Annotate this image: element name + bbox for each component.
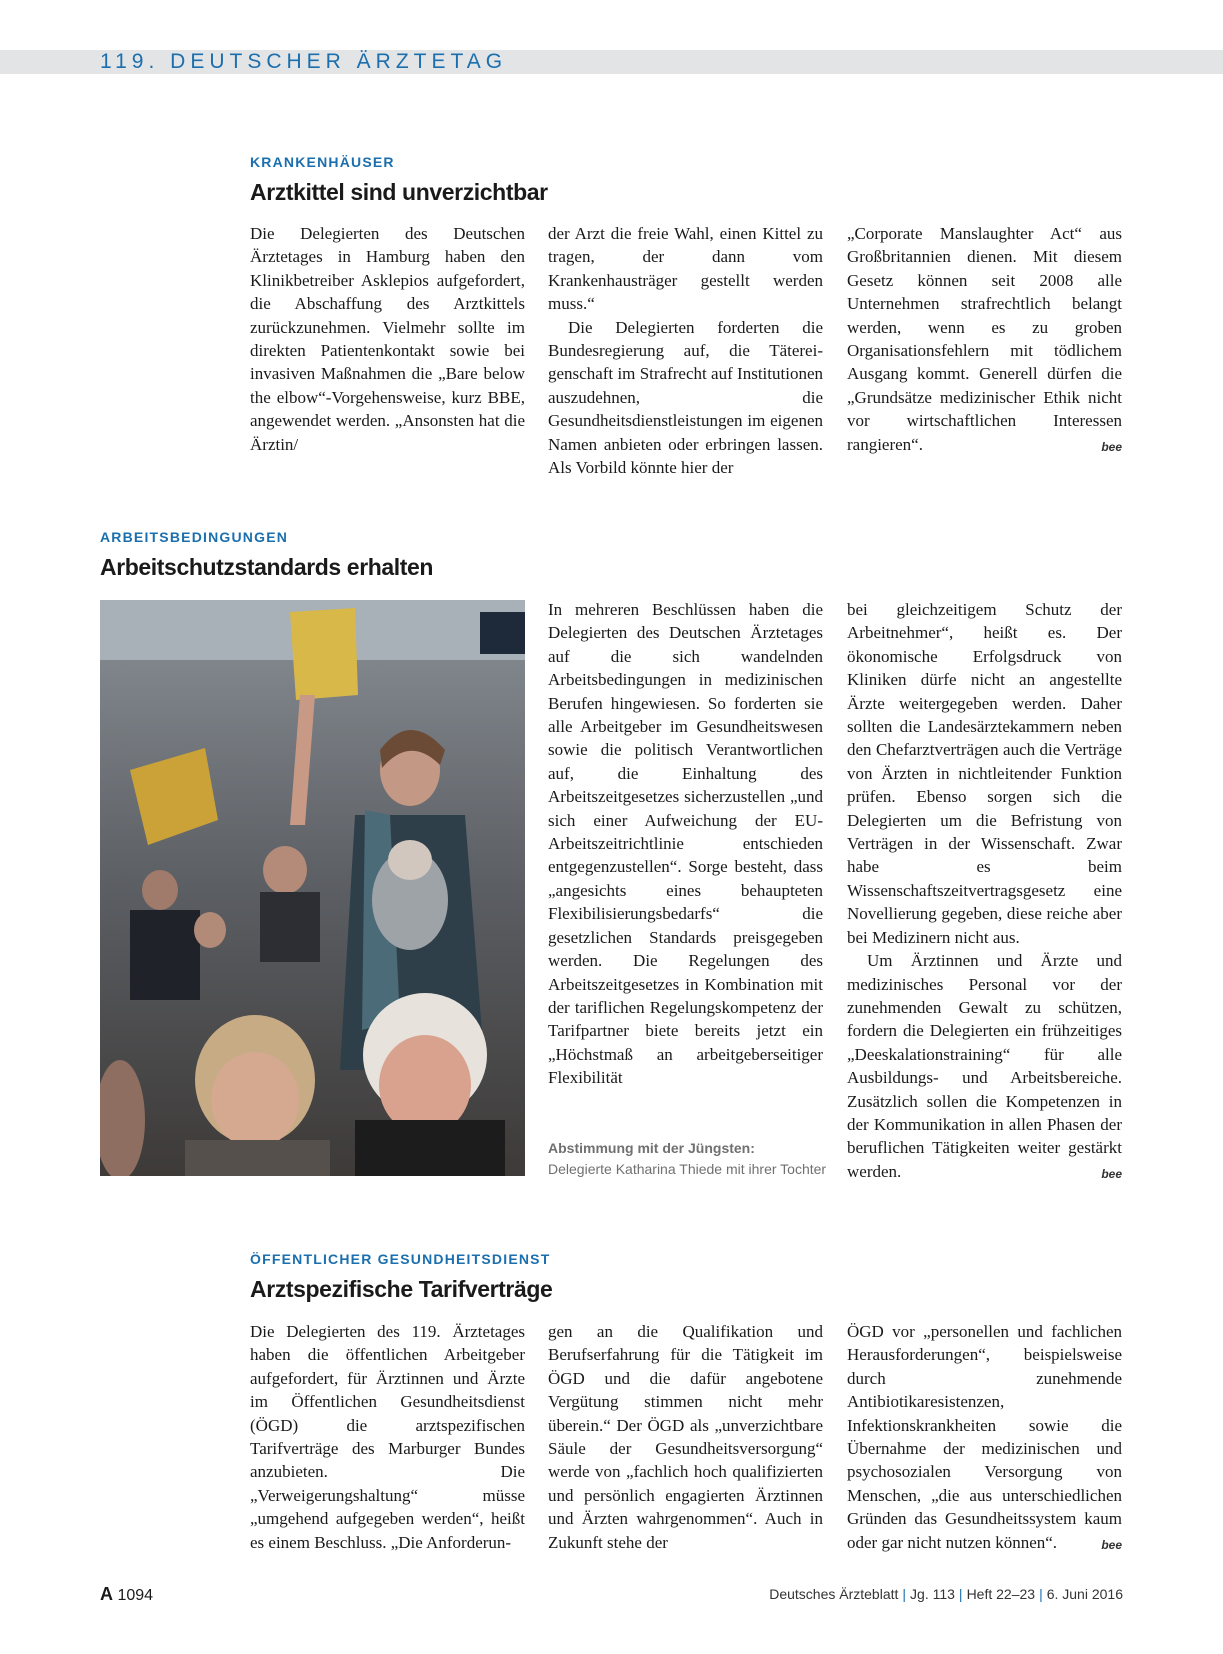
journal-issue: Heft 22–23 [966,1586,1036,1602]
article3-signature: bee [1101,1537,1122,1552]
article2-col2-text: In mehreren Beschlüssen haben die Delegierten des Deutschen Ärztetages auf die sich wandelnden Arbeitsbedingungen in medizinischen Berufen hingewiesen. So forderten sie alle Arbeitgeber im Gesundheitswesen sowie die politisch Verantwortlichen auf, die Einhaltung des Arbeitszeitgesetzes sicherzustellen „und sich einer Aufweichung der EU-Arbeitszeitrichtlinie entschieden entgegenzustellen“. Sorge besteht, dass „angesichts eines behaupteten Flexibilisierungsbedarfs“ die gesetzlichen Standards preisgegeben werden. Die Regelungen des Arbeitszeitgesetzes in Kombination mit der tariflichen Regelungskompetenz der Tarifpartner biete bereits jetzt ein „Höchstmaß an arbeitgeberseitiger Flexibilität [548,600,823,1088]
article1-headline: Arztkittel sind unverzichtbar [250,179,548,205]
article1-signature: bee [1101,439,1122,454]
article3-col3-text: ÖGD vor „personellen und fachlichen Herausforderungen“, beispielsweise durch zunehmende Antibiotikaresistenzen, Infektionskrankheiten sowie die Übernahme der medizinischen und psychosozialen Versorgung von Menschen, „die aus unterschiedlichen Gründen das Gesundheitssystem kaum oder gar nicht nutzen können“. [847,1322,1122,1552]
footer-citation: Deutsches Ärzteblatt | Jg. 113 | Heft 22–23 | 6. Juni 2016 [769,1586,1123,1602]
article1-col2-para2: Die Delegierten forderten die Bundesregierung auf, die Tätereigenschaft im Strafrecht auf Institutionen auszudehnen, die Gesundheitsdienstleistungen im eigenen Namen anbieten oder erbringen lassen. Als Vorbild könnte hier der [548,317,823,478]
article2-headline: Arbeitschutzstandards erhalten [100,554,434,580]
article1-col2-para1: der Arzt die freie Wahl, einen Kittel zu tragen, der dann vom Krankenhausträger gestellt werden muss.“ [548,224,823,314]
photo-caption-text: Delegierte Katharina Thiede mit ihrer Tochter [548,1161,827,1177]
article2-kicker: ARBEITSBEDINGUNGEN [100,529,289,545]
article3-col1-text: Die Delegierten des 119. Ärztetages haben die öffentlichen Arbeitgeber aufgefordert, für Ärztinnen und Ärzte im Öffentlichen Gesundheitsdienst (ÖGD) die arztspezifischen Tarifverträge des Marburger Bundes anzubieten. Die „Verweigerungshaltung“ müsse „umgehend aufgegeben werden“, heißt es einem Beschluss. „Die Anforderun- [250,1322,525,1552]
article2-col3-para1: bei gleichzeitigem Schutz der Arbeitnehmer“, heißt es. Der ökonomische Erfolgsdruck von Kliniken dürfe nicht an angestellte Ärzte weitergegeben werden. Daher sollten die Landesärztekammern neben den Chefarztverträgen auch die Verträge von Ärzten in nichtleitender Funktion prüfen. Ebenso sorgen sich die Delegierten um die Befristung von Verträgen in der Wissenschaft. Zwar habe es beim Wissenschaftszeitvertragsgesetz eine Novellierung gegeben, diese reiche aber bei Medizinern nicht aus. [847,600,1122,947]
section-title: 119. DEUTSCHER ÄRZTETAG [100,50,508,73]
journal-date: 6. Juni 2016 [1046,1586,1123,1602]
article1-column-2 [548,222,823,479]
delegates-photo [100,600,525,1176]
journal-volume: Jg. 113 [910,1586,955,1602]
article3-headline: Arztspezifische Tarifverträge [250,1276,553,1302]
photo-caption-title: Abstimmung mit der Jüngsten: [548,1140,755,1156]
article2-column-2 [548,598,823,1090]
article3-column-3 [847,1320,1122,1557]
article2-column-3 [847,598,1122,1186]
page-number [100,1584,153,1605]
page-number-value: 1094 [117,1587,154,1604]
article3-col2-text: gen an die Qualifikation und Berufserfahrung für die Tätigkeit im ÖGD und die dafür angebotene Vergütung stimmen nicht mehr überein.“ Der ÖGD als „unverzichtbare Säule der Gesundheitsversorgung“ werde von „fachlich hoch qualifizierten und persönlich engagierten Ärztinnen und Ärzten wahrgenommen“. Auch in Zukunft stehe der [548,1322,823,1552]
journal-name: Deutsches Ärzteblatt [769,1586,899,1602]
article1-column-1 [250,222,525,456]
article1-col1-text: Die Delegierten des Deutschen Ärztetages in Hamburg haben den Klinikbetreiber Asklepios aufgefordert, die Abschaffung des Arztkittels zurückzunehmen. Vielmehr sollte im direkten Patientenkontakt sowie bei invasiven Maßnahmen die „Bare below the elbow“-Vorgehensweise, kurz BBE, angewendet werden. „Ansonsten hat die Ärztin/ [250,224,525,454]
article3-column-1 [250,1320,525,1554]
article3-column-2 [548,1320,823,1554]
article1-kicker: KRANKENHÄUSER [250,154,395,170]
article1-col3-text: „Corporate Manslaughter Act“ aus Großbritannien dienen. Mit diesem Gesetz können seit 2008 alle Unternehmen strafrechtlich belangt werden, wenn es zu groben Organisationsfehlern mit tödlichem Ausgang kommt. Generell dürfen die „Grundsätze medizinischer Ethik nicht vor wirtschaftlichen Interessen rangieren“. [847,224,1122,454]
page-prefix: A [100,1584,113,1604]
article2-col3-para2: Um Ärztinnen und Ärzte und medizinisches Personal vor der zunehmenden Gewalt zu schützen, fordern die Delegierten ein frühzeitiges „Deeskalationstraining“ für alle Ausbildungs- und Arbeitsbereiche. Zusätzlich sollen die Kompetenzen in der Kommunikation in allen Phasen der beruflichen Tätigkeiten weiter gestärkt werden. [847,951,1122,1181]
article3-kicker: ÖFFENTLICHER GESUNDHEITSDIENST [250,1251,551,1267]
article1-column-3 [847,222,1122,459]
article2-signature: bee [1101,1166,1122,1181]
